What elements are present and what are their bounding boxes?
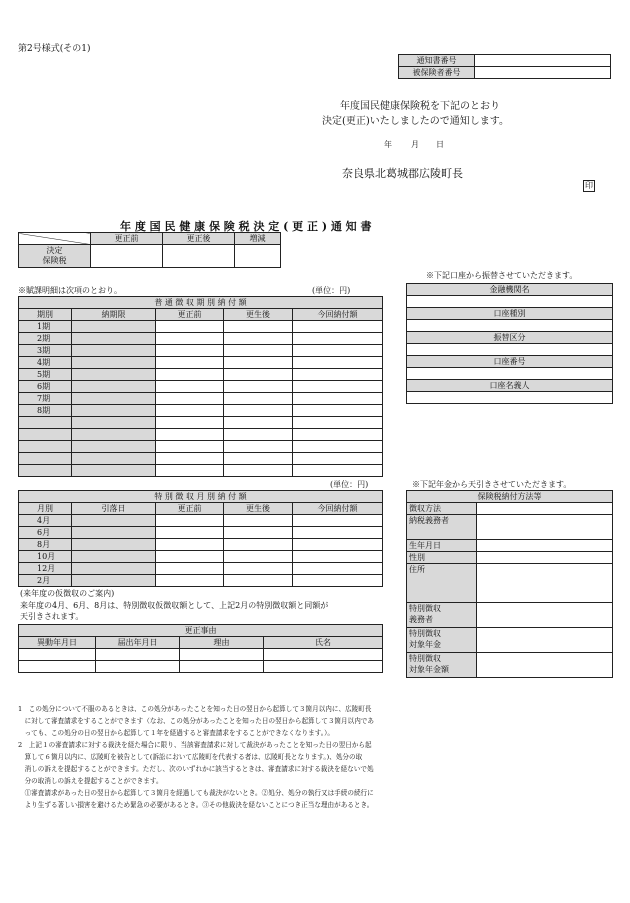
ordinary-header-after: 更生後: [224, 309, 293, 321]
bank-value-row: [407, 368, 613, 380]
pension-field-label: 特別徴収 対象年金額: [407, 653, 477, 678]
ordinary-before-cell[interactable]: [156, 357, 224, 369]
bank-field-value[interactable]: [407, 344, 613, 356]
ordinary-due-cell[interactable]: [72, 453, 156, 465]
ordinary-after-cell[interactable]: [224, 381, 293, 393]
reason-table: [18, 624, 383, 673]
ordinary-header-amount: 今回納付額: [293, 309, 383, 321]
special-header-debit: 引落日: [72, 503, 156, 515]
ordinary-header-before: 更正前: [156, 309, 224, 321]
ordinary-row: [19, 429, 383, 441]
bank-field-label: 口座種別: [407, 308, 613, 320]
special-debit-cell[interactable]: [72, 539, 156, 551]
document-title: 年 度 国 民 健 康 保 険 税 決 定 ( 更 正 ) 通 知 書: [120, 220, 372, 233]
special-row: [19, 527, 383, 539]
issuer: 奈良県北葛城郡広陵町長: [342, 167, 463, 180]
special-title: 特 別 徴 収 月 別 納 付 額: [19, 491, 383, 503]
footnotes: [18, 703, 618, 811]
summary-header-diff: 増減: [235, 233, 281, 245]
pension-row: [407, 628, 613, 653]
bank-note: ※下記口座から振替させていただきます。: [426, 271, 578, 280]
pension-row: [407, 540, 613, 552]
ordinary-note: ※賦課明細は次項のとおり。: [18, 286, 122, 295]
special-amount-cell[interactable]: [293, 515, 383, 527]
special-amount-cell[interactable]: [293, 563, 383, 575]
ordinary-period-label: 5期: [19, 369, 72, 381]
special-before-cell[interactable]: [156, 539, 224, 551]
ordinary-due-cell[interactable]: [72, 465, 156, 477]
reason-header-reason: 理由: [180, 637, 264, 649]
ordinary-due-cell[interactable]: [72, 441, 156, 453]
pension-field-value[interactable]: [477, 503, 613, 515]
ordinary-after-cell[interactable]: [224, 357, 293, 369]
ordinary-amount-cell[interactable]: [293, 381, 383, 393]
ordinary-due-cell[interactable]: [72, 381, 156, 393]
ordinary-before-cell[interactable]: [156, 417, 224, 429]
special-debit-cell[interactable]: [72, 515, 156, 527]
ordinary-row: [19, 417, 383, 429]
ordinary-after-cell[interactable]: [224, 465, 293, 477]
special-amount-cell[interactable]: [293, 527, 383, 539]
ordinary-due-cell[interactable]: [72, 345, 156, 357]
date-year: 年: [384, 140, 392, 149]
special-row: [19, 563, 383, 575]
ordinary-due-cell[interactable]: [72, 369, 156, 381]
ordinary-period-label: 7期: [19, 393, 72, 405]
ordinary-before-cell[interactable]: [156, 429, 224, 441]
ordinary-amount-cell[interactable]: [293, 429, 383, 441]
ordinary-row: [19, 441, 383, 453]
pension-row: [407, 564, 613, 603]
special-header-before: 更正前: [156, 503, 224, 515]
pension-field-value[interactable]: [477, 628, 613, 653]
ordinary-after-cell[interactable]: [224, 405, 293, 417]
special-debit-cell[interactable]: [72, 551, 156, 563]
ordinary-after-cell[interactable]: [224, 429, 293, 441]
pension-field-value[interactable]: [477, 653, 613, 678]
ordinary-row: [19, 345, 383, 357]
special-amount-cell[interactable]: [293, 551, 383, 563]
intro-line1: 年度国民健康保険税を下記のとおり: [340, 101, 500, 112]
summary-corner: [19, 233, 91, 245]
ordinary-row: [19, 465, 383, 477]
pension-row: [407, 552, 613, 564]
ordinary-due-cell[interactable]: [72, 333, 156, 345]
ordinary-amount-cell[interactable]: [293, 465, 383, 477]
special-after-cell[interactable]: [224, 575, 293, 587]
ordinary-due-cell[interactable]: [72, 405, 156, 417]
pension-field-label: 納税義務者: [407, 515, 477, 540]
pension-row: [407, 515, 613, 540]
ordinary-period-label: [19, 465, 72, 477]
special-month-label: 2月: [19, 575, 72, 587]
ordinary-row: [19, 357, 383, 369]
intro-line2: 決定(更正)いたしましたので通知します。: [322, 116, 510, 127]
ordinary-amount-cell[interactable]: [293, 321, 383, 333]
pension-row: [407, 603, 613, 628]
summary-diff-value[interactable]: [235, 245, 281, 268]
special-debit-cell[interactable]: [72, 563, 156, 575]
special-debit-cell[interactable]: [72, 527, 156, 539]
ordinary-before-cell[interactable]: [156, 453, 224, 465]
special-table: [18, 490, 383, 587]
ordinary-before-cell[interactable]: [156, 465, 224, 477]
summary-row-label: 決定 保険税: [19, 245, 91, 268]
footnote-line: より生ずる著しい損害を避けるため緊急の必要があるとき。③その他裁決を経ないことにつき正当な理由があるとき。: [18, 801, 374, 809]
pension-field-label: 特別徴収 対象年金: [407, 628, 477, 653]
special-row: [19, 575, 383, 587]
special-row: [19, 515, 383, 527]
bank-field-value[interactable]: [407, 296, 613, 308]
ordinary-after-cell[interactable]: [224, 453, 293, 465]
reason-cell[interactable]: [96, 649, 180, 661]
footnote-line: 2 上記１の審査請求に対する裁決を経た場合に限り、当該審査請求に対して裁決があったことを知った日の翌日から起: [18, 741, 372, 749]
reason-cell[interactable]: [264, 661, 383, 673]
ordinary-period-label: 3期: [19, 345, 72, 357]
ordinary-before-cell[interactable]: [156, 381, 224, 393]
ordinary-row: [19, 393, 383, 405]
special-header-month: 月別: [19, 503, 72, 515]
ordinary-amount-cell[interactable]: [293, 369, 383, 381]
ordinary-due-cell[interactable]: [72, 429, 156, 441]
footnote-line: 分の取消しの訴えを提起することができます。: [18, 777, 163, 785]
special-amount-cell[interactable]: [293, 575, 383, 587]
bank-field-value[interactable]: [407, 392, 613, 404]
special-month-label: 4月: [19, 515, 72, 527]
summary-header-after: 更正後: [163, 233, 235, 245]
bank-value-row: [407, 392, 613, 404]
ordinary-period-label: 2期: [19, 333, 72, 345]
notice-number-label: 通知書番号: [399, 55, 475, 67]
ordinary-period-label: [19, 441, 72, 453]
pension-field-value[interactable]: [477, 515, 613, 540]
special-month-label: 10月: [19, 551, 72, 563]
special-after-cell[interactable]: [224, 527, 293, 539]
footnote-line: 消しの訴えを提起することができます。ただし、次のいずれかに該当するときは、審査請求に対する裁決を経ないで処: [18, 765, 374, 773]
bank-field-value[interactable]: [407, 368, 613, 380]
ordinary-header-due: 納期限: [72, 309, 156, 321]
bank-value-row: [407, 320, 613, 332]
ordinary-amount-cell[interactable]: [293, 393, 383, 405]
special-after-cell[interactable]: [224, 563, 293, 575]
next-year-text2: 天引きされます。: [20, 612, 84, 621]
ordinary-row: [19, 333, 383, 345]
special-header-after: 更生後: [224, 503, 293, 515]
pension-row: [407, 653, 613, 678]
ordinary-due-cell[interactable]: [72, 417, 156, 429]
ordinary-before-cell[interactable]: [156, 369, 224, 381]
footnote-line: に対して審査請求をすることができます（なお、この処分があったことを知った日の翌日から起算して３箇月以内であ: [18, 717, 374, 725]
special-after-cell[interactable]: [224, 515, 293, 527]
ordinary-period-label: 8期: [19, 405, 72, 417]
reason-cell[interactable]: [180, 661, 264, 673]
bank-field-label: 振替区分: [407, 332, 613, 344]
pension-field-value[interactable]: [477, 540, 613, 552]
summary-after-value[interactable]: [163, 245, 235, 268]
ordinary-after-cell[interactable]: [224, 321, 293, 333]
form-id: 第2号様式(その1): [18, 44, 91, 54]
reason-cell[interactable]: [180, 649, 264, 661]
special-row: [19, 539, 383, 551]
date-month: 月: [411, 140, 419, 149]
pension-field-label: 特別徴収 義務者: [407, 603, 477, 628]
footnote-line: ①審査請求があった日の翌日から起算して３箇月を経過しても裁決がないとき。②処分、処分の執行又は手続の続行に: [18, 789, 374, 797]
bank-value-row: [407, 296, 613, 308]
ordinary-after-cell[interactable]: [224, 417, 293, 429]
ordinary-after-cell[interactable]: [224, 441, 293, 453]
reason-cell[interactable]: [96, 661, 180, 673]
pension-field-label: 性別: [407, 552, 477, 564]
ordinary-header-period: 期別: [19, 309, 72, 321]
ordinary-row: [19, 381, 383, 393]
bank-field-row: [407, 332, 613, 344]
special-month-label: 12月: [19, 563, 72, 575]
seal: 印: [585, 181, 593, 190]
bank-field-row: [407, 380, 613, 392]
pension-field-value[interactable]: [477, 564, 613, 603]
special-after-cell[interactable]: [224, 551, 293, 563]
date-day: 日: [436, 140, 444, 149]
ordinary-table: [18, 296, 383, 477]
summary-before-value[interactable]: [91, 245, 163, 268]
ordinary-before-cell[interactable]: [156, 405, 224, 417]
special-before-cell[interactable]: [156, 563, 224, 575]
next-year-title: (来年度の仮徴収のご案内): [20, 589, 115, 598]
ordinary-after-cell[interactable]: [224, 345, 293, 357]
ordinary-title: 普 通 徴 収 期 別 納 付 額: [19, 297, 383, 309]
summary-table: [18, 232, 281, 268]
ordinary-unit: (単位：円): [312, 286, 351, 295]
reason-cell[interactable]: [264, 649, 383, 661]
ordinary-row: [19, 369, 383, 381]
ordinary-period-label: 6期: [19, 381, 72, 393]
ordinary-before-cell[interactable]: [156, 393, 224, 405]
pension-field-label: 生年月日: [407, 540, 477, 552]
insured-number-label: 被保険者番号: [399, 67, 475, 79]
ordinary-due-cell[interactable]: [72, 393, 156, 405]
bank-field-label: 金融機関名: [407, 284, 613, 296]
pension-table: [406, 490, 613, 678]
ordinary-due-cell[interactable]: [72, 357, 156, 369]
ordinary-amount-cell[interactable]: [293, 441, 383, 453]
bank-field-label: 口座名義人: [407, 380, 613, 392]
footnote-line: 算して６箇月以内に、広陵町を被告として(訴訟において広陵町を代表する者は、広陵町長となります。)、処分の取: [18, 753, 363, 761]
bank-field-row: [407, 356, 613, 368]
reason-header-filing-date: 届出年月日: [96, 637, 180, 649]
bank-field-label: 口座番号: [407, 356, 613, 368]
notice-number-table: [398, 54, 611, 79]
pension-field-value[interactable]: [477, 552, 613, 564]
special-month-label: 8月: [19, 539, 72, 551]
pension-field-label: 徴収方法: [407, 503, 477, 515]
special-month-label: 6月: [19, 527, 72, 539]
ordinary-after-cell[interactable]: [224, 333, 293, 345]
ordinary-period-label: [19, 429, 72, 441]
pension-title-row: [407, 491, 613, 503]
notice-number-value[interactable]: [475, 55, 611, 67]
pension-field-label: 住所: [407, 564, 477, 603]
pension-note: ※下記年金から天引きさせていただきます。: [412, 480, 572, 489]
special-unit: (単位：円): [330, 480, 369, 489]
pension-title: 保険税納付方法等: [407, 491, 613, 503]
insured-number-value[interactable]: [475, 67, 611, 79]
ordinary-period-label: [19, 453, 72, 465]
ordinary-row: [19, 321, 383, 333]
special-before-cell[interactable]: [156, 575, 224, 587]
pension-field-value[interactable]: [477, 603, 613, 628]
ordinary-amount-cell[interactable]: [293, 453, 383, 465]
footnote-line: っても、この処分の日の翌日から起算して１年を経過すると審査請求をすることができなくなります。）。: [18, 729, 334, 737]
bank-field-row: [407, 284, 613, 296]
bank-table: [406, 283, 613, 404]
ordinary-before-cell[interactable]: [156, 321, 224, 333]
reason-cell[interactable]: [19, 649, 96, 661]
special-header-amount: 今回納付額: [293, 503, 383, 515]
ordinary-due-cell[interactable]: [72, 321, 156, 333]
pension-row: [407, 503, 613, 515]
ordinary-before-cell[interactable]: [156, 441, 224, 453]
reason-cell[interactable]: [19, 661, 96, 673]
ordinary-after-cell[interactable]: [224, 393, 293, 405]
special-before-cell[interactable]: [156, 527, 224, 539]
ordinary-period-label: [19, 417, 72, 429]
special-after-cell[interactable]: [224, 539, 293, 551]
ordinary-row: [19, 405, 383, 417]
special-amount-cell[interactable]: [293, 539, 383, 551]
footnote-line: 1 この処分について不服のあるときは、この処分があったことを知った日の翌日から起算して３箇月以内に、広陵町長: [18, 705, 372, 713]
reason-header-change-date: 異動年月日: [19, 637, 96, 649]
reason-title: 更正事由: [19, 625, 383, 637]
ordinary-row: [19, 453, 383, 465]
bank-field-row: [407, 308, 613, 320]
ordinary-period-label: 1期: [19, 321, 72, 333]
ordinary-amount-cell[interactable]: [293, 345, 383, 357]
bank-field-value[interactable]: [407, 320, 613, 332]
reason-header-name: 氏名: [264, 637, 383, 649]
next-year-text1: 来年度の4月、6月、8月は、特別徴収仮徴収額として、上記2月の特別徴収額と同額が: [20, 601, 329, 610]
special-row: [19, 551, 383, 563]
special-debit-cell[interactable]: [72, 575, 156, 587]
ordinary-after-cell[interactable]: [224, 369, 293, 381]
special-before-cell[interactable]: [156, 515, 224, 527]
special-before-cell[interactable]: [156, 551, 224, 563]
ordinary-before-cell[interactable]: [156, 345, 224, 357]
ordinary-amount-cell[interactable]: [293, 405, 383, 417]
ordinary-amount-cell[interactable]: [293, 417, 383, 429]
ordinary-amount-cell[interactable]: [293, 333, 383, 345]
ordinary-period-label: 4期: [19, 357, 72, 369]
ordinary-before-cell[interactable]: [156, 333, 224, 345]
bank-value-row: [407, 344, 613, 356]
summary-header-before: 更正前: [91, 233, 163, 245]
ordinary-amount-cell[interactable]: [293, 357, 383, 369]
